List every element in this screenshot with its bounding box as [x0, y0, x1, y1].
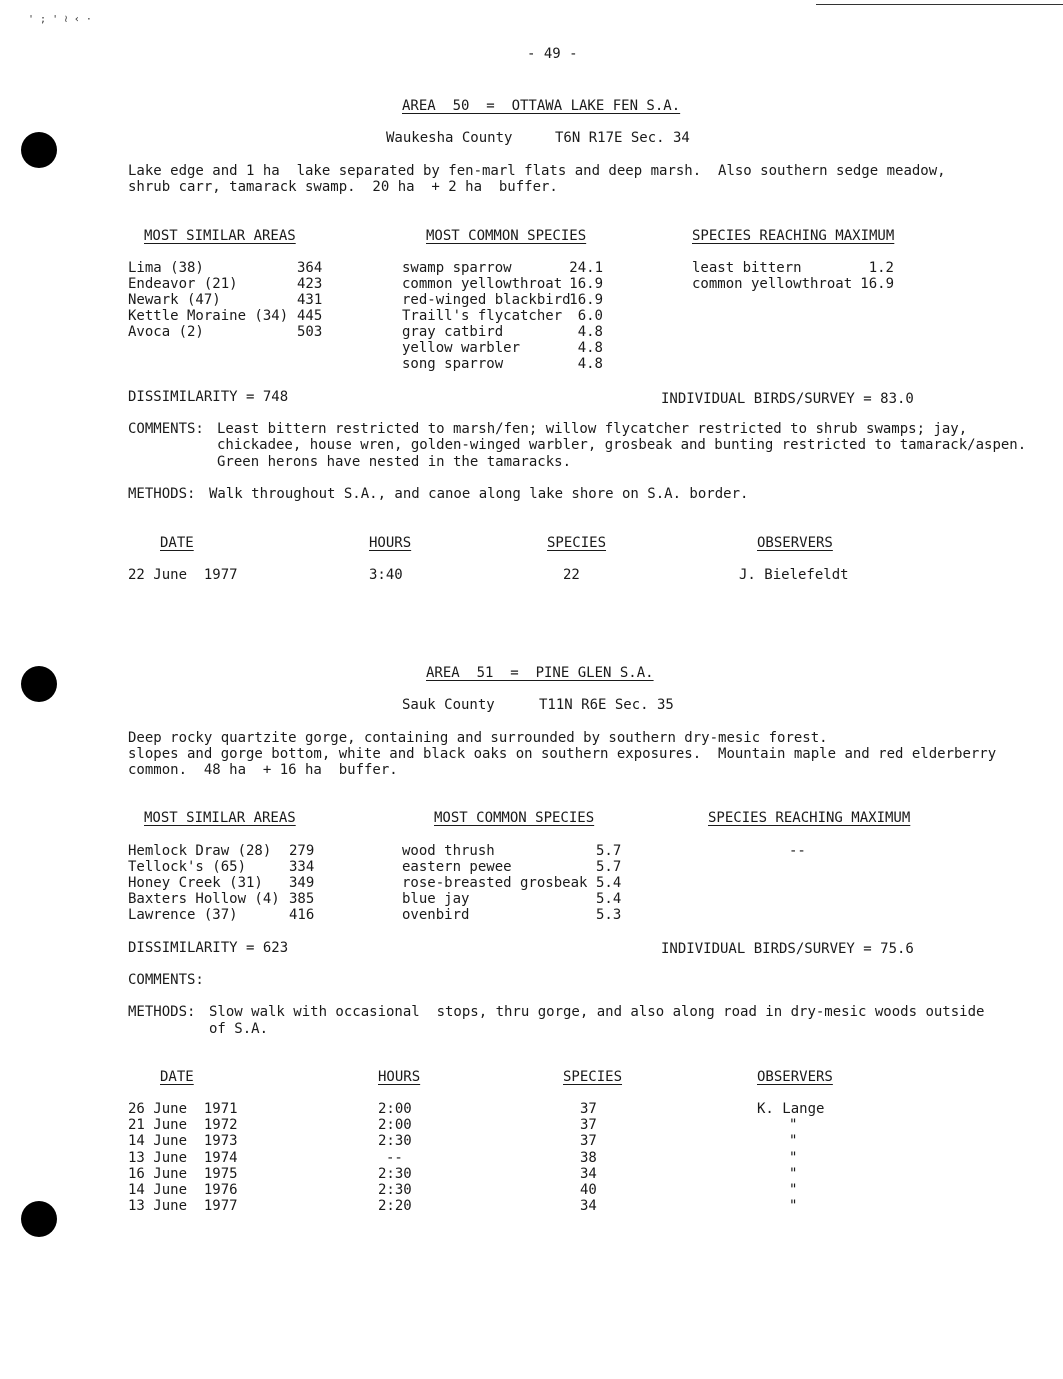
area51-survey-species: 37	[580, 1117, 597, 1133]
area50-similar-value: 431	[297, 292, 323, 308]
area50-comments-line: Least bittern restricted to marsh/fen; willow flycatcher restricted to shrub swamps; jay,	[217, 421, 968, 437]
scan-edge-line	[816, 4, 1063, 5]
area51-survey-observers: "	[789, 1182, 798, 1198]
area50-common-value: 24.1	[569, 260, 603, 276]
area51-observers-header: OBSERVERS	[757, 1069, 833, 1085]
area51-survey-species: 34	[580, 1198, 597, 1214]
area50-max-value: 16.9	[860, 276, 894, 292]
area50-common-header: MOST COMMON SPECIES	[426, 228, 587, 244]
area50-survey-date: 22 June 1977	[128, 567, 238, 583]
area51-survey-species: 37	[580, 1101, 597, 1117]
area50-dissimilarity: DISSIMILARITY = 748	[128, 389, 289, 405]
area51-common-name: wood thrush	[402, 843, 495, 859]
area50-comments-line: chickadee, house wren, golden-winged warbler, grosbeak and bunting restricted to tamarack/aspen.	[217, 437, 1027, 453]
area51-survey-date: 13 June 1977	[128, 1198, 238, 1214]
area50-similar-name: Kettle Moraine (34)	[128, 308, 289, 324]
area50-common-name: yellow warbler	[402, 340, 521, 356]
area51-similar-name: Tellock's (65)	[128, 859, 247, 875]
area51-survey-date: 26 June 1971	[128, 1101, 238, 1117]
area50-common-name: swamp sparrow	[402, 260, 512, 276]
area50-location: T6N R17E Sec. 34	[555, 130, 690, 146]
area50-comments-label: COMMENTS:	[128, 421, 204, 437]
area50-common-value: 16.9	[569, 292, 603, 308]
area51-methods-label: METHODS:	[128, 1004, 196, 1020]
area50-similar-name: Lima (38)	[128, 260, 204, 276]
punch-hole-bottom	[21, 1201, 57, 1237]
area50-similar-name: Endeavor (21)	[128, 276, 238, 292]
area51-survey-observers: "	[789, 1166, 798, 1182]
area51-common-value: 5.4	[596, 875, 622, 891]
area50-survey-species: 22	[563, 567, 580, 583]
area50-date-header: DATE	[160, 535, 194, 551]
area50-common-value: 4.8	[577, 340, 603, 356]
area51-similar-value: 279	[289, 843, 315, 859]
area50-description-line: shrub carr, tamarack swamp. 20 ha + 2 ha buffer.	[128, 179, 558, 195]
area51-location: T11N R6E Sec. 35	[539, 697, 674, 713]
area51-common-value: 5.7	[596, 859, 622, 875]
area51-survey-observers: K. Lange	[757, 1101, 825, 1117]
area50-common-value: 6.0	[577, 308, 603, 324]
area50-max-name: common yellowthroat	[692, 276, 853, 292]
area50-similar-value: 445	[297, 308, 323, 324]
page-number: - 49 -	[527, 46, 578, 62]
area51-survey-observers: "	[789, 1133, 798, 1149]
area51-survey-species: 34	[580, 1166, 597, 1182]
area50-common-value: 16.9	[569, 276, 603, 292]
area51-species-header: SPECIES	[563, 1069, 623, 1085]
area51-similar-name: Lawrence (37)	[128, 907, 238, 923]
area51-common-value: 5.4	[596, 891, 622, 907]
area51-survey-date: 16 June 1975	[128, 1166, 238, 1182]
area50-maximum-header: SPECIES REACHING MAXIMUM	[692, 228, 895, 244]
area51-common-value: 5.3	[596, 907, 622, 923]
area50-survey-observers: J. Bielefeldt	[739, 567, 849, 583]
area51-survey-hours: 2:00	[378, 1117, 412, 1133]
area51-methods-line: Slow walk with occasional stops, thru gorge, and also along road in dry-mesic woods outside	[209, 1004, 985, 1020]
area51-common-header: MOST COMMON SPECIES	[434, 810, 595, 826]
area51-description-line: common. 48 ha + 16 ha buffer.	[128, 762, 398, 778]
area50-methods-line: Walk throughout S.A., and canoe along lake shore on S.A. border.	[209, 486, 749, 502]
area51-common-name: rose-breasted grosbeak	[402, 875, 588, 891]
area51-maximum-header: SPECIES REACHING MAXIMUM	[708, 810, 911, 826]
area51-similar-name: Honey Creek (31)	[128, 875, 263, 891]
area51-similar-value: 334	[289, 859, 315, 875]
area50-similar-name: Newark (47)	[128, 292, 221, 308]
area51-common-name: eastern pewee	[402, 859, 512, 875]
area51-methods-line: of S.A.	[209, 1021, 269, 1037]
area51-survey-observers: "	[789, 1117, 798, 1133]
area51-survey-species: 40	[580, 1182, 597, 1198]
area50-title: AREA 50 = OTTAWA LAKE FEN S.A.	[402, 98, 681, 114]
area51-comments-label: COMMENTS:	[128, 972, 204, 988]
area51-survey-species: 38	[580, 1150, 597, 1166]
area50-similar-header: MOST SIMILAR AREAS	[144, 228, 296, 244]
area51-similar-value: 349	[289, 875, 315, 891]
area51-survey-date: 13 June 1974	[128, 1150, 238, 1166]
area50-common-name: red-winged blackbird	[402, 292, 571, 308]
area50-description-line: Lake edge and 1 ha lake separated by fen-marl flats and deep marsh. Also southern sedge meadow,	[128, 163, 946, 179]
area50-common-name: gray catbird	[402, 324, 504, 340]
area51-description-line: Deep rocky quartzite gorge, containing and surrounded by southern dry-mesic forest.	[128, 730, 828, 746]
area50-survey-hours: 3:40	[369, 567, 403, 583]
area51-survey-hours: 2:30	[378, 1166, 412, 1182]
area51-hours-header: HOURS	[378, 1069, 421, 1085]
area50-similar-value: 364	[297, 260, 323, 276]
area51-common-value: 5.7	[596, 843, 622, 859]
area51-survey-hours: 2:30	[378, 1182, 412, 1198]
area51-county: Sauk County	[402, 697, 495, 713]
area51-survey-date: 21 June 1972	[128, 1117, 238, 1133]
punch-hole-top	[21, 132, 57, 168]
area51-dissimilarity: DISSIMILARITY = 623	[128, 940, 289, 956]
area50-common-name: Traill's flycatcher	[402, 308, 563, 324]
area50-common-value: 4.8	[577, 356, 603, 372]
area51-similar-value: 385	[289, 891, 315, 907]
area50-species-header: SPECIES	[547, 535, 607, 551]
area51-birds-per-survey: INDIVIDUAL BIRDS/SURVEY = 75.6	[661, 941, 914, 957]
area51-similar-header: MOST SIMILAR AREAS	[144, 810, 296, 826]
area51-survey-date: 14 June 1976	[128, 1182, 238, 1198]
area50-hours-header: HOURS	[369, 535, 412, 551]
area51-common-name: blue jay	[402, 891, 470, 907]
area51-similar-name: Hemlock Draw (28)	[128, 843, 272, 859]
area51-survey-observers: "	[789, 1150, 798, 1166]
area50-county: Waukesha County	[386, 130, 513, 146]
area51-date-header: DATE	[160, 1069, 194, 1085]
area51-max-none: --	[789, 843, 806, 859]
area51-description-line: slopes and gorge bottom, white and black oaks on southern exposures. Mountain maple and red elderberry	[128, 746, 997, 762]
area51-survey-hours: 2:30	[378, 1133, 412, 1149]
area51-title: AREA 51 = PINE GLEN S.A.	[426, 665, 654, 681]
area50-common-name: song sparrow	[402, 356, 504, 372]
area51-similar-name: Baxters Hollow (4)	[128, 891, 280, 907]
area51-common-name: ovenbird	[402, 907, 470, 923]
area51-survey-hours: 2:20	[378, 1198, 412, 1214]
area50-observers-header: OBSERVERS	[757, 535, 833, 551]
area50-common-name: common yellowthroat	[402, 276, 563, 292]
area50-max-value: 1.2	[868, 260, 894, 276]
punch-hole-middle	[21, 666, 57, 702]
area51-survey-date: 14 June 1973	[128, 1133, 238, 1149]
area50-similar-value: 503	[297, 324, 323, 340]
area50-common-value: 4.8	[577, 324, 603, 340]
area51-survey-hours: --	[386, 1150, 403, 1166]
area50-comments-line: Green herons have nested in the tamaracks.	[217, 454, 572, 470]
area50-similar-name: Avoca (2)	[128, 324, 204, 340]
area51-survey-species: 37	[580, 1133, 597, 1149]
area50-similar-value: 423	[297, 276, 323, 292]
area50-methods-label: METHODS:	[128, 486, 196, 502]
area50-max-name: least bittern	[692, 260, 802, 276]
area51-survey-hours: 2:00	[378, 1101, 412, 1117]
scan-specks: ' ; ' ≀ ‹ ·	[28, 14, 92, 25]
area51-similar-value: 416	[289, 907, 315, 923]
area51-survey-observers: "	[789, 1198, 798, 1214]
area50-birds-per-survey: INDIVIDUAL BIRDS/SURVEY = 83.0	[661, 391, 914, 407]
